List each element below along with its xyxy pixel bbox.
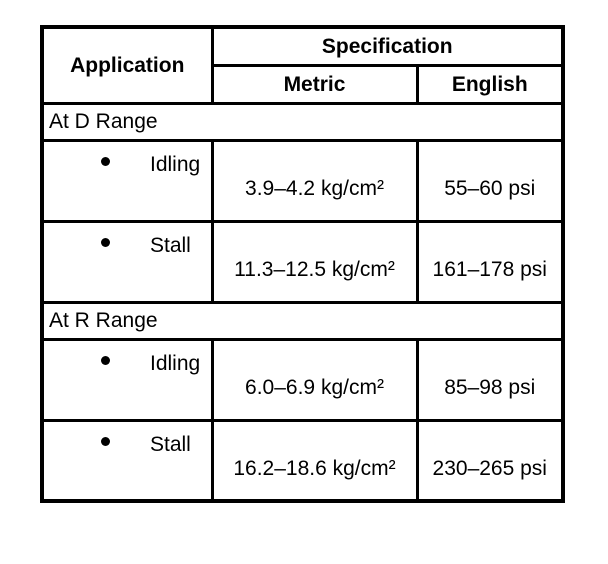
application-cell — [42, 221, 212, 302]
bullet-icon — [101, 238, 110, 247]
range-label: At R Range — [42, 302, 563, 339]
application-cell — [42, 339, 212, 420]
table-row — [42, 339, 563, 420]
application-header: Application — [42, 27, 212, 103]
pressure-spec-table — [40, 25, 565, 503]
bullet-icon — [101, 157, 110, 166]
metric-header: Metric — [212, 65, 417, 103]
english-cell — [417, 339, 563, 420]
metric-value: 6.0–6.9 kg/cm² — [245, 376, 384, 399]
english-value: 161–178 psi — [432, 258, 547, 281]
specification-header: Specification — [212, 27, 563, 65]
english-value: 230–265 psi — [432, 456, 547, 480]
application-cell — [42, 420, 212, 501]
metric-value: 16.2–18.6 kg/cm² — [233, 456, 396, 480]
item-label: Stall — [150, 432, 191, 456]
metric-cell — [212, 221, 417, 302]
metric-value: 3.9–4.2 kg/cm² — [245, 177, 384, 200]
english-value: 55–60 psi — [444, 177, 536, 200]
english-value: 85–98 psi — [444, 376, 536, 399]
range-row-r — [42, 302, 563, 339]
item-label: Idling — [150, 152, 201, 176]
item-label: Stall — [150, 233, 191, 257]
english-cell — [417, 420, 563, 501]
english-header: English — [417, 65, 563, 103]
metric-value: 11.3–12.5 kg/cm² — [234, 258, 395, 281]
english-cell — [417, 221, 563, 302]
item-label: Idling — [150, 351, 201, 375]
range-label: At D Range — [42, 103, 563, 140]
english-cell — [417, 140, 563, 221]
bullet-icon — [101, 356, 110, 365]
table-row — [42, 420, 563, 501]
metric-cell — [212, 420, 417, 501]
bullet-icon — [101, 437, 110, 446]
table-row — [42, 140, 563, 221]
range-row-d — [42, 103, 563, 140]
metric-cell — [212, 140, 417, 221]
table-row — [42, 221, 563, 302]
application-cell — [42, 140, 212, 221]
header-row-top — [42, 27, 563, 65]
metric-cell — [212, 339, 417, 420]
